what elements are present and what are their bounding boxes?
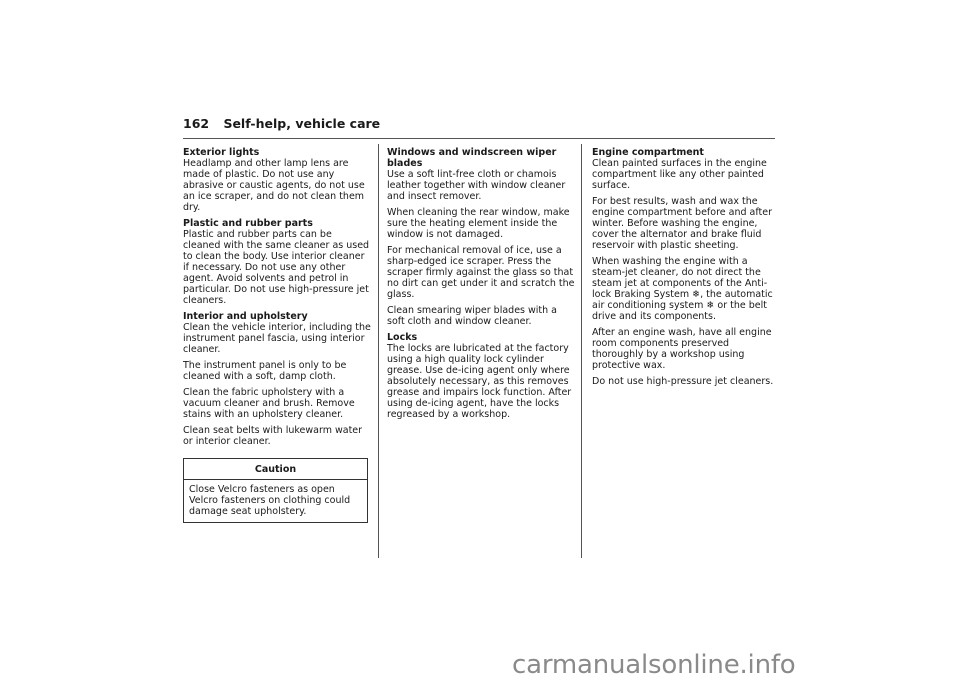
windows-text-4: Clean smearing wiper blades with a soft cloth and window cleaner. bbox=[387, 305, 558, 327]
page-header bbox=[183, 116, 380, 131]
exterior-lights-text: Headlamp and other lamp lens are made of plastic. Do not use any abrasive or caustic agents, do not use an ice scraper, and do not clean them dry. bbox=[183, 158, 365, 213]
interior-text-2: The instrument panel is only to be cleaned with a soft, damp cloth. bbox=[183, 360, 347, 382]
engine-text-3b: , the automatic air conditioning system bbox=[592, 289, 773, 311]
engine-text-3c: or the belt drive and its components. bbox=[592, 300, 767, 322]
interior-heading: Interior and upholstery bbox=[183, 311, 308, 322]
column-divider-2 bbox=[581, 144, 582, 558]
page-number: 162 bbox=[183, 116, 210, 131]
windows-text-3: For mechanical removal of ice, use a sharp-edged ice scraper. Press the scraper firmly against the glass so that no dirt can get under it and scratch the glass. bbox=[387, 245, 575, 300]
engine-heading: Engine compartment bbox=[592, 147, 704, 158]
interior-text-4: Clean seat belts with lukewarm water or interior cleaner. bbox=[183, 425, 363, 447]
interior-text-1: Clean the vehicle interior, including the instrument panel fascia, using interior cleaner. bbox=[183, 322, 371, 355]
exterior-lights-heading: Exterior lights bbox=[183, 147, 260, 158]
engine-text-4: After an engine wash, have all engine room components preserved thoroughly by a workshop using protective wax. bbox=[592, 327, 772, 371]
column-1 bbox=[183, 147, 371, 523]
watermark: carmanualsonline.info bbox=[512, 650, 796, 680]
caution-box bbox=[183, 458, 368, 523]
windows-text-1: Use a soft lint-free cloth or chamois leather together with window cleaner and insect remover. bbox=[387, 169, 566, 202]
column-3 bbox=[592, 147, 780, 392]
section-title: Self-help, vehicle care bbox=[223, 116, 381, 131]
engine-text-3 bbox=[592, 256, 780, 322]
engine-text-5: Do not use high-pressure jet cleaners. bbox=[592, 376, 774, 387]
locks-text: The locks are lubricated at the factory using a high quality lock cylinder grease. Use de-icing agent only where absolutely necessary, as this removes grease and impairs lock function. After using de-icing agent, have the locks regreased by a workshop. bbox=[387, 343, 572, 420]
column-2 bbox=[387, 147, 575, 425]
plastic-rubber-heading: Plastic and rubber parts bbox=[183, 218, 313, 229]
locks-heading: Locks bbox=[387, 332, 418, 343]
engine-text-3a: When washing the engine with a steam-jet cleaner, do not direct the steam jet at components of the Anti-lock Braking System bbox=[592, 256, 768, 300]
windows-text-2: When cleaning the rear window, make sure the heating element inside the window is not damaged. bbox=[387, 207, 570, 240]
windows-heading: Windows and windscreen wiper blades bbox=[387, 147, 557, 169]
snowflake-icon: ❄ bbox=[706, 300, 715, 311]
caution-title: Caution bbox=[184, 459, 367, 480]
snowflake-icon: ❄ bbox=[692, 289, 701, 300]
column-divider-1 bbox=[378, 144, 379, 558]
caution-text: Close Velcro fasteners as open Velcro fasteners on clothing could damage seat upholstery. bbox=[189, 484, 351, 517]
header-rule bbox=[183, 138, 775, 139]
plastic-rubber-text: Plastic and rubber parts can be cleaned with the same cleaner as used to clean the body. Use interior cleaner if necessary. Do not use any other agent. Avoid solvents and petrol in particular. Do not use high-pressure jet cleaners. bbox=[183, 229, 370, 306]
interior-text-3: Clean the fabric upholstery with a vacuum cleaner and brush. Remove stains with an upholstery cleaner. bbox=[183, 387, 355, 420]
engine-text-2: For best results, wash and wax the engine compartment before and after winter. Before washing the engine, cover the alternator and brake fluid reservoir with plastic sheeting. bbox=[592, 196, 773, 251]
engine-text-1: Clean painted surfaces in the engine compartment like any other painted surface. bbox=[592, 158, 767, 191]
